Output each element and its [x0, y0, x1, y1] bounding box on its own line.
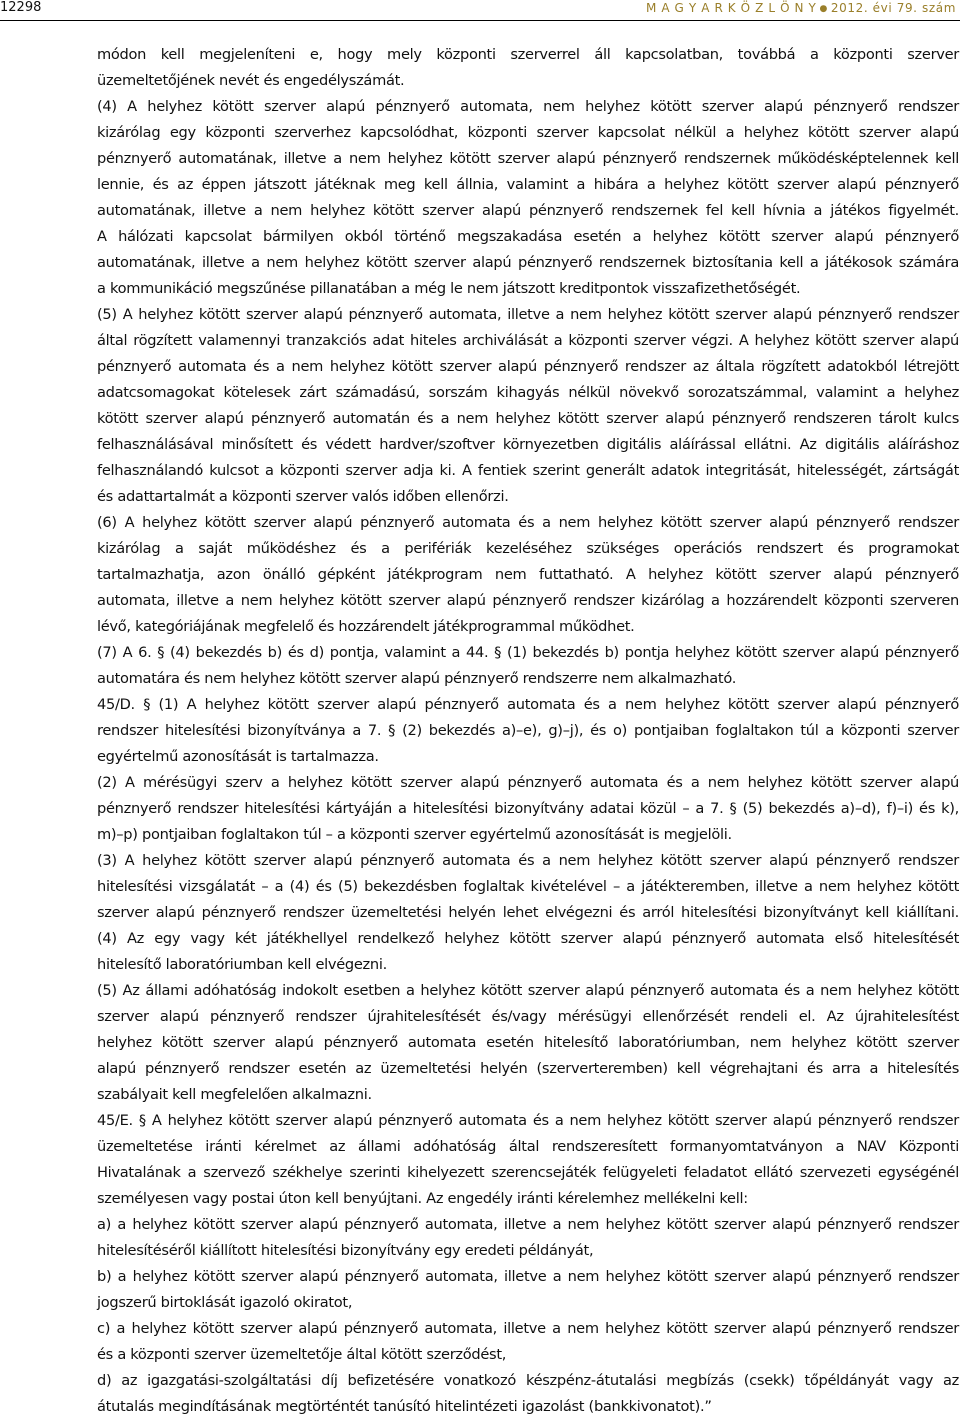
text-line: hitelesítési vizsgálatát – a (4) és (5) bekezdésben foglaltak kivételével – a játékteremben, illetve a nem helyhez kötött [97, 878, 959, 895]
journal-title [646, 1, 956, 16]
text-line: szerver alapú pénznyerő rendszer újrahitelesítését és/vagy mérésügyi ellenőrzését rendeli el. Az újrahitelesítést [97, 1008, 959, 1025]
text-line: c) a helyhez kötött szerver alapú pénznyerő automata, illetve a nem helyhez kötött szerver alapú pénznyerő rendszer [97, 1320, 959, 1337]
page-number: 12298 [0, 0, 42, 15]
text-line: és a központi szerver üzemeltetője által kötött szerződést, [97, 1346, 507, 1363]
text-line: lévő, kategóriájának megfelelő és hozzárendelt játékprogrammal működhet. [97, 618, 635, 635]
text-line: kizárólag a saját működéshez és a perifériák kezeléséhez szükséges operációs rendszert és programokat [97, 540, 959, 557]
text-line: (4) A helyhez kötött szerver alapú pénznyerő automata, nem helyhez kötött szerver alapú pénznyerő rendszer [97, 98, 959, 115]
text-line: rendszer hitelesítési bizonyítványa a 7. § (2) bekezdés a)–e), g)–j), és o) pontjaiban foglaltakon túl a központi szerver [97, 722, 959, 739]
text-line: a) a helyhez kötött szerver alapú pénznyerő automata, illetve a nem helyhez kötött szerver alapú pénznyerő rendszer [97, 1216, 959, 1233]
text-line: pénznyerő rendszer hitelesítési kártyáján a hitelesítési bizonyítvány adatai közül – a 7. § (5) bekezdés a)–d), f)–i) és k), [97, 800, 959, 817]
text-line: Hivatalának a szervező székhelye szerinti kihelyezett szerencsejáték felügyeleti feladatot ellátó szervezeti egységénél [97, 1164, 959, 1181]
text-line: automatának, illetve a nem helyhez kötött szerver alapú pénznyerő rendszernek fel kell hívnia a játékos figyelmét. [97, 202, 959, 219]
text-line: helyhez kötött szerver alapú pénznyerő automata esetén hitelesítő laboratóriumban, nem helyhez kötött szerver [97, 1034, 959, 1051]
text-line: (4) Az egy vagy két játékhellyel rendelkező helyhez kötött szerver alapú pénznyerő automata első hitelesítését [97, 930, 959, 947]
text-line: egyértelmű azonosítását is tartalmazza. [97, 748, 379, 765]
text-line: szabályait kell megfelelően alkalmazni. [97, 1086, 372, 1103]
text-line: módon kell megjeleníteni e, hogy mely központi szerverrel áll kapcsolatban, továbbá a központi szerver [97, 46, 959, 63]
text-line: üzemeltetése iránti kérelmet az állami adóhatóság által rendszeresített formanyomtatványon a NAV Központi [97, 1138, 959, 1155]
text-line: hitelesítő laboratóriumban kell elvégezni. [97, 956, 387, 973]
text-line: (2) A mérésügyi szerv a helyhez kötött szerver alapú pénznyerő automata és a nem helyhez kötött szerver alapú [97, 774, 959, 791]
text-line: (3) A helyhez kötött szerver alapú pénznyerő automata és a nem helyhez kötött szerver alapú pénznyerő rendszer [97, 852, 959, 869]
text-line: m)–p) pontjaiban foglaltakon túl – a központi szerver egyértelmű azonosítását is megjelöli. [97, 826, 732, 843]
text-line: d) az igazgatási-szolgáltatási díj befizetésére vonatkozó készpénz-átutalási megbízás (csekk) tőpéldányát vagy az [97, 1372, 959, 1389]
text-line: üzemeltetőjének nevét és engedélyszámát. [97, 72, 405, 89]
text-line: által rögzített valamennyi tranzakciós adat hiteles archiválását a központi szerver végzi. A helyhez kötött szerver alapú [97, 332, 959, 349]
text-line: kizárólag egy központi szerverhez kapcsolódhat, központi szerver kapcsolat nélkül a helyhez kötött szerver alapú [97, 124, 959, 141]
text-line: kötött szerver alapú pénznyerő automatán és a nem helyhez kötött szerver alapú pénznyerő rendszeren tárolt kulcs [97, 410, 959, 427]
text-line: (5) A helyhez kötött szerver alapú pénznyerő automata, illetve a nem helyhez kötött szerver alapú pénznyerő rendszer [97, 306, 959, 323]
text-line: felhasználásával minősített és védett hardver/szoftver környezetben digitális aláírással ellátni. Az digitális aláíráshoz [97, 436, 959, 453]
text-line: (6) A helyhez kötött szerver alapú pénznyerő automata és a nem helyhez kötött szerver alapú pénznyerő rendszer [97, 514, 959, 531]
text-line: alapú pénznyerő rendszer esetén az üzemeltetési helyén (szerverteremben) kell végrehajtani és arra a hitelesítés [97, 1060, 959, 1077]
text-line: lennie, és az éppen játszott játéknak meg kell állnia, valamint a hibára a helyhez kötött szerver alapú pénznyerő [97, 176, 959, 193]
text-line: 45/D. § (1) A helyhez kötött szerver alapú pénznyerő automata és a nem helyhez kötött szerver alapú pénznyerő [97, 696, 959, 713]
text-line: tartalmazhatja, azon önálló gépként játékprogram nem futtatható. A helyhez kötött szerver alapú pénznyerő [97, 566, 959, 583]
issue-number: 2012. évi 79. szám [830, 1, 956, 15]
text-line: pénznyerő automata és a nem helyhez kötött szerver alapú pénznyerő rendszer az általa rögzített adatokból létrejött [97, 358, 959, 375]
text-line: felhasználandó kulcsot a központi szerver adja ki. A fentiek szerint generált adatok integritását, hitelességét, zártságát [97, 462, 959, 479]
text-line: automata, illetve a nem helyhez kötött szerver alapú pénznyerő rendszer kizárólag a hozzárendelt központi szerveren [97, 592, 959, 609]
text-line: automatának, illetve a nem helyhez kötött szerver alapú pénznyerő rendszernek biztosítania kell a játékosok számára [97, 254, 959, 271]
text-line: jogszerű birtoklását igazoló okiratot, [97, 1294, 353, 1311]
text-line: a kommunikáció megszűnése pillanatában a még le nem játszott kreditpontok visszafizethetőségét. [97, 280, 801, 297]
text-line: automatára és nem helyhez kötött szerver alapú pénznyerő rendszerre nem alkalmazható. [97, 670, 737, 687]
text-line: (7) A 6. § (4) bekezdés b) és d) pontja, valamint a 44. § (1) bekezdés b) pontja helyhez kötött szerver alapú pénznyerő [97, 644, 959, 661]
text-line: pénznyerő automatának, illetve a nem helyhez kötött szerver alapú pénznyerő rendszernek működésképtelennek kell [97, 150, 959, 167]
journal-name: M A G Y A R K Ö Z L Ö N Y [645, 1, 817, 15]
text-line: szerver alapú pénznyerő rendszer üzemeltetési helyén lehet elvégezni és arról hitelesítési bizonyítványt kell kiállítani. [97, 904, 959, 921]
text-line: A hálózati kapcsolat bármilyen okból történő megszakadása esetén a helyhez kötött szerver alapú pénznyerő [97, 228, 959, 245]
text-line: adatcsomagokat kötelesek zárt számadású, sorszám kihagyás nélkül növekvő sorozatszámmal, valamint a helyhez [97, 384, 959, 401]
document-body [97, 42, 959, 1420]
text-line: b) a helyhez kötött szerver alapú pénznyerő automata, illetve a nem helyhez kötött szerver alapú pénznyerő rendszer [97, 1268, 959, 1285]
separator-bullet-icon: ● [819, 4, 828, 14]
text-line: hitelesítéséről kiállított hitelesítési bizonyítvány egy eredeti példányát, [97, 1242, 594, 1259]
text-line: átutalás megindításának megtörténtét tanúsító hitelintézeti igazolást (bankkivonatot).” [97, 1398, 712, 1415]
text-line: személyesen vagy postai úton kell benyújtani. Az engedély iránti kérelemhez mellékelni kell: [97, 1190, 748, 1207]
text-line: (5) Az állami adóhatóság indokolt esetben a helyhez kötött szerver alapú pénznyerő automata és a nem helyhez kötött [97, 982, 959, 999]
page-header [0, 0, 960, 21]
text-line: 45/E. § A helyhez kötött szerver alapú pénznyerő automata és a nem helyhez kötött szerver alapú pénznyerő rendszer [97, 1112, 959, 1129]
text-line: és adattartalmát a központi szerver valós időben ellenőrzi. [97, 488, 509, 505]
